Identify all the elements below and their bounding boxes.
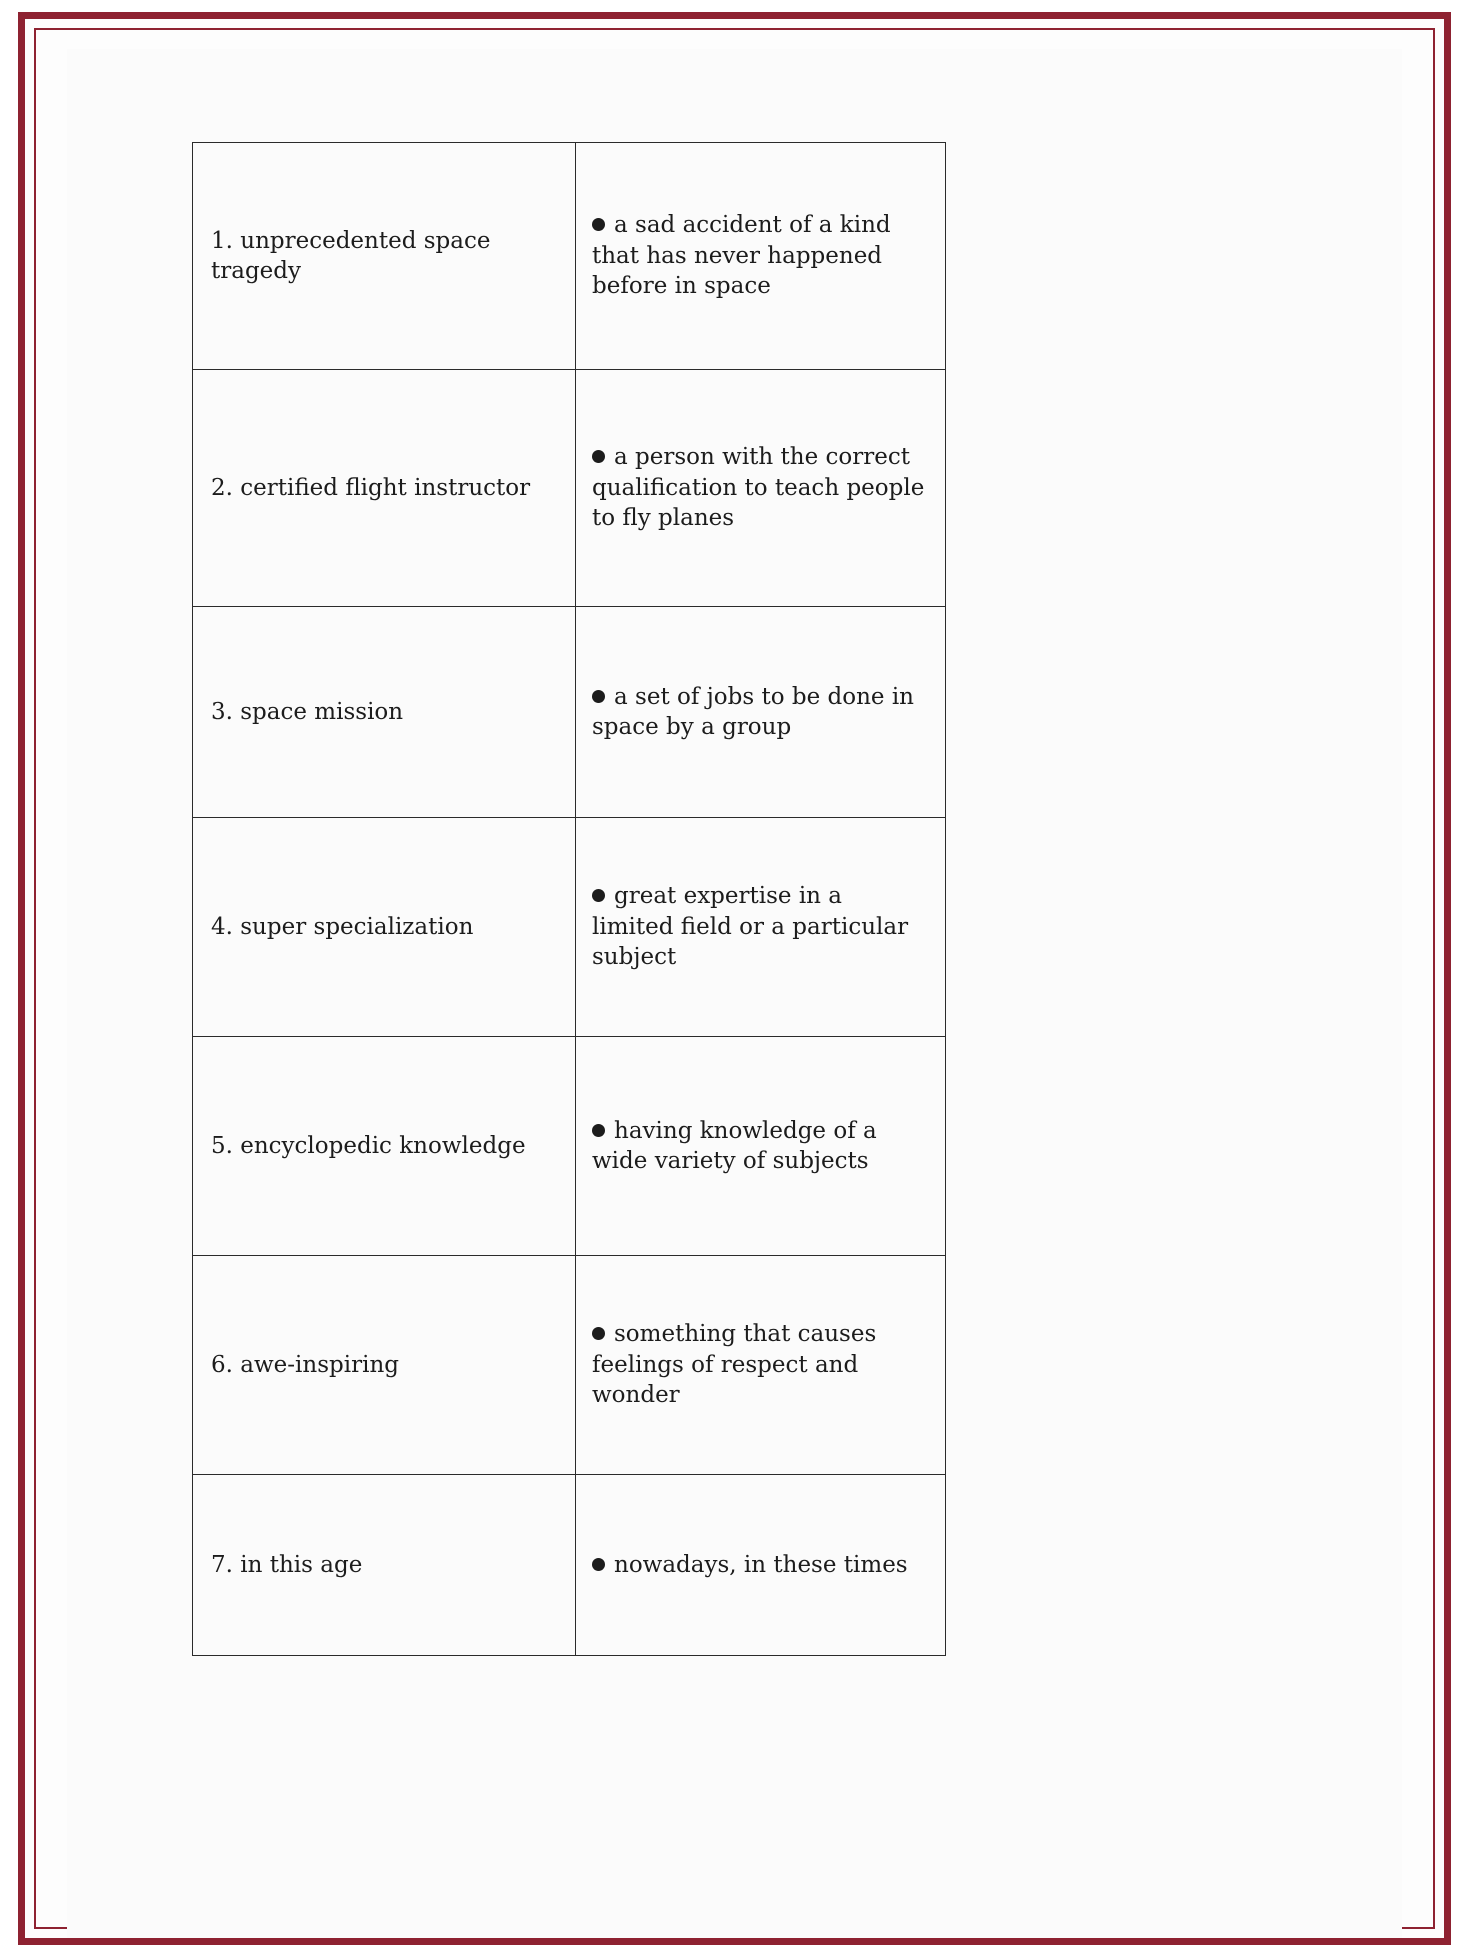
- bullet-icon: [592, 1327, 605, 1340]
- table-row: [193, 1475, 946, 1656]
- term-cell: 4. super specialization: [193, 818, 576, 1037]
- definition-text: a person with the correct qualification to teach people to fly planes: [592, 444, 925, 532]
- term-cell: 5. encyclopedic knowledge: [193, 1037, 576, 1256]
- bullet-icon: [592, 690, 605, 703]
- bullet-icon: [592, 1124, 605, 1137]
- definition-cell: [576, 370, 946, 607]
- bullet-icon: [592, 218, 605, 231]
- term-cell: 6. awe-inspiring: [193, 1256, 576, 1475]
- definition-text: a sad accident of a kind that has never happened before in space: [592, 212, 891, 300]
- table-row: [193, 1037, 946, 1256]
- definition-cell: [576, 1475, 946, 1656]
- definition-cell: [576, 607, 946, 818]
- vocabulary-table: [192, 142, 946, 1656]
- bullet-icon: [592, 1558, 605, 1571]
- definition-cell: [576, 143, 946, 370]
- table-row: [193, 1256, 946, 1475]
- definition-text: a set of jobs to be done in space by a group: [592, 683, 914, 740]
- bullet-icon: [592, 450, 605, 463]
- page-border: [18, 12, 1451, 1945]
- document-sheet: [67, 49, 1402, 1938]
- definition-cell: [576, 818, 946, 1037]
- term-cell: 2. certified flight instructor: [193, 370, 576, 607]
- definition-text: nowadays, in these times: [614, 1551, 908, 1578]
- table-row: [193, 143, 946, 370]
- term-cell: 7. in this age: [193, 1475, 576, 1656]
- definition-text: having knowledge of a wide variety of subjects: [592, 1117, 877, 1174]
- bullet-icon: [592, 889, 605, 902]
- definition-cell: [576, 1037, 946, 1256]
- definition-text: something that causes feelings of respect and wonder: [592, 1321, 877, 1409]
- term-cell: 3. space mission: [193, 607, 576, 818]
- definition-cell: [576, 1256, 946, 1475]
- definition-text: great expertise in a limited field or a particular subject: [592, 883, 909, 971]
- table-row: [193, 607, 946, 818]
- table-row: [193, 370, 946, 607]
- table-row: [193, 818, 946, 1037]
- term-cell: 1. unprecedented space tragedy: [193, 143, 576, 370]
